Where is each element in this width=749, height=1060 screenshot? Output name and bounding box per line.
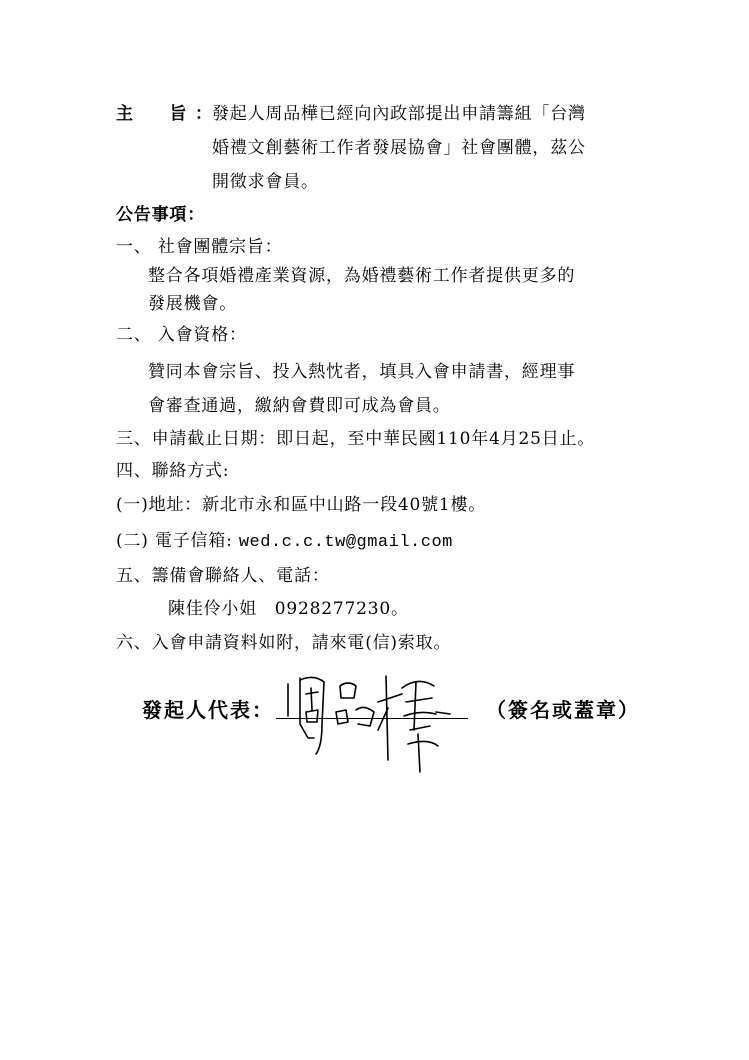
organizer-title: 五、籌備會聯絡人、電話： — [116, 566, 330, 586]
attachment-line: 六、入會申請資料如附，請來電(信)索取。 — [116, 633, 452, 653]
subject-line-2: 婚禮文創藝術工作者發展協會」社會團體，茲公 — [212, 138, 586, 158]
purpose-line-1: 整合各項婚禮產業資源，為婚禮藝術工作者提供更多的 — [148, 266, 576, 286]
subject-line-1: 發起人周品樺已經向內政部提出申請籌組「台灣 — [212, 104, 586, 124]
handwritten-signature — [278, 664, 468, 774]
contact-email-label: (二) 電子信箱: — [116, 531, 239, 551]
eligibility-line-1: 贊同本會宗旨、投入熱忱者，填具入會申請書，經理事 — [148, 362, 576, 382]
signature-note: （簽名或蓋章） — [486, 698, 640, 722]
organizer-contact: 陳佳伶小姐 0928277230。 — [168, 599, 409, 619]
purpose-line-2: 發展機會。 — [148, 294, 237, 314]
contact-email: wed.c.c.tw@gmail.com — [238, 533, 453, 552]
subject-line-3: 開徵求會員。 — [212, 172, 319, 192]
eligibility-title: 二、 入會資格： — [116, 325, 247, 345]
subject-label: 主 旨 — [116, 104, 188, 124]
signature-label: 發起人代表： — [142, 698, 274, 722]
purpose-title: 一、 社會團體宗旨： — [116, 237, 283, 257]
deadline-line: 三、申請截止日期：即日起，至中華民國110年4月25日止。 — [116, 429, 596, 449]
eligibility-line-2: 會審查通過，繳納會費即可成為會員。 — [148, 396, 451, 416]
contact-email-row — [116, 530, 453, 554]
announcement-header: 公告事項： — [116, 205, 205, 225]
contact-title: 四、聯絡方式: — [116, 461, 230, 481]
subject-colon: ： — [195, 104, 213, 124]
contact-address: (一)地址：新北市永和區中山路一段40號1樓。 — [116, 495, 487, 515]
